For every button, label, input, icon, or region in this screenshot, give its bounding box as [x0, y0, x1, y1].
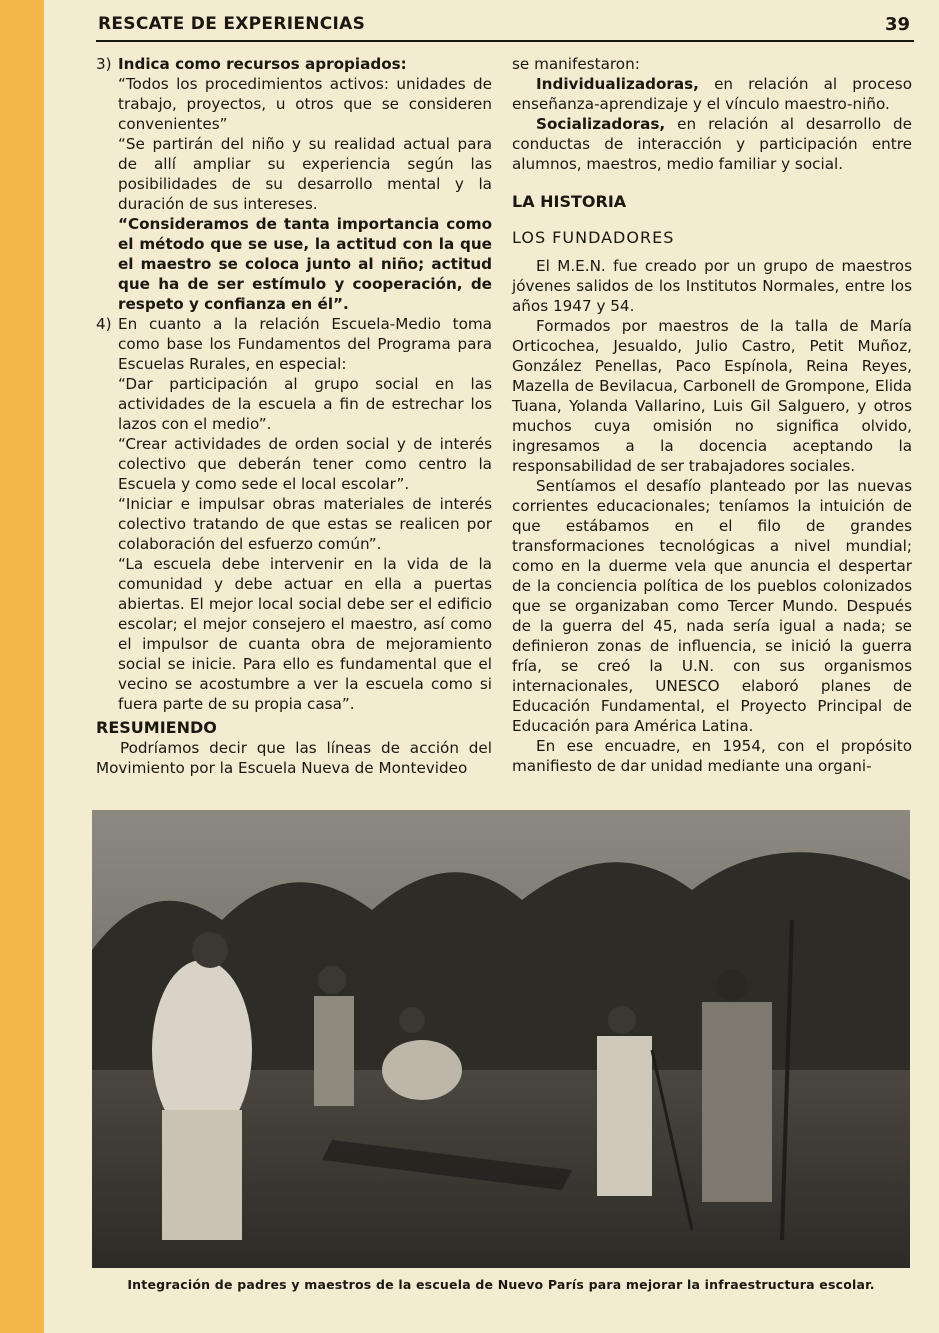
page-number: 39: [884, 14, 910, 35]
page-edge-strip: [0, 0, 44, 1333]
running-title: RESCATE DE EXPERIENCIAS: [98, 14, 366, 34]
item-intro: En cuanto a la relación Escuela-Medio toma como base los Fundamentos del Programa para Escuelas Rurales, en especial:: [118, 315, 492, 373]
summary-paragraph: Podríamos decir que las líneas de acción del Movimiento por la Escuela Nueva de Montevideo: [96, 739, 492, 777]
page-header: [96, 14, 914, 42]
term-paragraph: [512, 74, 912, 114]
quote-paragraph: “Dar participación al grupo social en las actividades de la escuela a fin de estrechar los lazos con el medio”.: [118, 375, 492, 433]
list-item-4: [96, 314, 492, 714]
term-label: Individualizadoras,: [536, 75, 699, 93]
item-number: 3): [96, 55, 112, 73]
body-paragraph: El M.E.N. fue creado por un grupo de maestros jóvenes salidos de los Institutos Normales, entre los años 1947 y 54.: [512, 257, 912, 315]
section-heading: LA HISTORIA: [512, 192, 627, 211]
photo-caption: Integración de padres y maestros de la escuela de Nuevo París para mejorar la infraestructura escolar.: [127, 1277, 875, 1292]
left-column: [96, 54, 492, 778]
section-heading: RESUMIENDO: [96, 718, 217, 737]
list-item-3: [96, 54, 492, 314]
continuation-text: se manifestaron:: [512, 55, 640, 73]
quote-paragraph: “La escuela debe intervenir en la vida de la comunidad y debe actuar en ella a puertas abiertas. El mejor local social debe ser el edificio escolar; el mejor consejero el maestro, así como el impulsor de cuanta obra de mejoramiento social se inicie. Para ello es fundamental que el vecino se acostumbre a ver la escuela como si fuera parte de su propia casa”.: [118, 555, 492, 713]
item-title: Indica como recursos apropiados:: [118, 55, 407, 73]
photo-illustration: [92, 810, 910, 1268]
item-number: 4): [96, 315, 112, 333]
quote-paragraph: “Todos los procedimientos activos: unidades de trabajo, proyectos, u otros que se consideren convenientes”: [118, 75, 492, 133]
quote-paragraph: “Se partirán del niño y su realidad actual para de allí ampliar su experiencia según las posibilidades de su desarrollo mental y la duración de sus intereses.: [118, 135, 492, 213]
quote-paragraph-bold: “Consideramos de tanta importancia como el método que se use, la actitud con la que el maestro se coloca junto al niño; actitud que ha de ser estímulo y cooperación, de respeto y confianza en él”.: [118, 215, 492, 313]
quote-paragraph: “Iniciar e impulsar obras materiales de interés colectivo tratando de que estas se realicen por colaboración del esfuerzo común”.: [118, 495, 492, 553]
body-paragraph: En ese encuadre, en 1954, con el propósito manifiesto de dar unidad mediante una organi-: [512, 737, 912, 775]
body-paragraph: Sentíamos el desafío planteado por las nuevas corrientes educacionales; teníamos la intuición de que estábamos en el filo de grandes transformaciones tecnológicas a nivel mundial; como en la duerme vela que anuncia el despertar de la conciencia política de los pueblos colonizados que se organizaban como Tercer Mundo. Después de la guerra del 45, nada sería igual a nada; se definieron zonas de influencia, se inició la guerra fría, se creó la U.N. con sus organismos internacionales, UNESCO elaboró planes de Educación Fundamental, el Proyecto Principal de Educación para América Latina.: [512, 477, 912, 735]
photo: [92, 810, 910, 1268]
term-text: en relación al proceso enseñanza-aprendizaje y el vínculo maestro-niño.: [512, 75, 912, 113]
term-label: Socializadoras,: [536, 115, 666, 133]
body-paragraph: Formados por maestros de la talla de María Orticochea, Jesualdo, Julio Castro, Petit Muñoz, González Penellas, Paco Espínola, Reina Reyes, Mazella de Bevilacua, Carbonell de Grompone, Elida Tuana, Yolanda Vallarino, Luis Gil Salguero, y otros muchos cuya omisión no significa olvido, ingresamos a la docencia aceptando la responsabilidad de ser trabajadores sociales.: [512, 317, 912, 475]
subsection-heading: LOS FUNDADORES: [512, 228, 675, 247]
term-paragraph: [512, 114, 912, 174]
term-text: en relación al desarrollo de conductas de interacción y participación entre alumnos, maestros, medio familiar y social.: [512, 115, 912, 173]
quote-paragraph: “Crear actividades de orden social y de interés colectivo que deberán tener como centro la Escuela y como sede el local escolar”.: [118, 435, 492, 493]
right-column: [512, 54, 912, 776]
